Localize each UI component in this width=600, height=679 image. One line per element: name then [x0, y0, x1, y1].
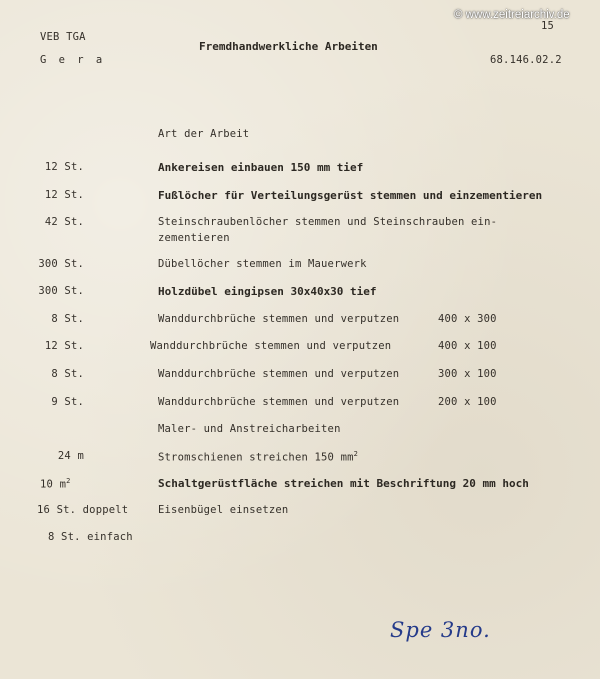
row-dimension: 200 x 100: [438, 396, 497, 408]
row-qty: 12 St.: [44, 161, 84, 173]
org-line-1: VEB TGA: [40, 31, 86, 43]
row-qty: 42 St.: [44, 216, 84, 228]
org-line-2: G e r a: [40, 54, 106, 66]
document-number: 68.146.02.2: [490, 54, 562, 66]
row-qty: 12 St.: [44, 189, 84, 201]
row-qty: 8 St.: [51, 368, 84, 380]
row-qty: 300 St.: [38, 258, 84, 270]
row-desc: Wanddurchbrüche stemmen und verputzen: [158, 368, 400, 380]
handwritten-signature: Spe 3no.: [390, 618, 491, 642]
row-desc-continued: zementieren: [158, 232, 230, 244]
row-desc: Ankereisen einbauen 150 mm tief: [158, 161, 364, 174]
watermark: © www.zeitreiarchiv.de: [454, 9, 570, 21]
row-qty: 16 St. doppelt: [37, 504, 129, 516]
row-dimension: 400 x 300: [438, 313, 497, 325]
row-dimension: 400 x 100: [438, 340, 497, 352]
row-qty: 8 St.: [51, 313, 84, 325]
row-desc: Dübellöcher stemmen im Mauerwerk: [158, 258, 367, 270]
row-qty: 24 m: [57, 450, 84, 462]
row-qty: 300 St.: [38, 285, 84, 297]
section-heading: Maler- und Anstreicharbeiten: [158, 423, 341, 435]
page-number: 15: [541, 20, 555, 32]
row-qty: 9 St.: [51, 396, 84, 408]
row-desc: Steinschraubenlöcher stemmen und Steinschrauben ein-: [158, 216, 498, 228]
row-desc: Wanddurchbrüche stemmen und verputzen: [158, 396, 400, 408]
row-dimension: 300 x 100: [438, 368, 497, 380]
row-desc: Eisenbügel einsetzen: [158, 504, 289, 516]
row-desc: Stromschienen streichen 150 $mm^2$: [158, 450, 359, 464]
document-title: Fremdhandwerkliche Arbeiten: [199, 40, 378, 53]
row-qty: 8 St. einfach: [48, 531, 133, 543]
row-desc: Holzdübel eingipsen 30x40x30 tief: [158, 285, 377, 298]
row-desc: Wanddurchbrüche stemmen und verputzen: [158, 313, 400, 325]
row-qty: 12 St.: [44, 340, 84, 352]
row-desc: Wanddurchbrüche stemmen und verputzen: [150, 340, 392, 352]
row-qty: 10 $m^2$: [40, 477, 71, 491]
column-heading: Art der Arbeit: [158, 128, 250, 140]
row-desc: Fußlöcher für Verteilungsgerüst stemmen und einzementieren: [158, 189, 543, 202]
row-desc: Schaltgerüstfläche streichen mit Beschriftung 20 mm hoch: [158, 477, 529, 490]
